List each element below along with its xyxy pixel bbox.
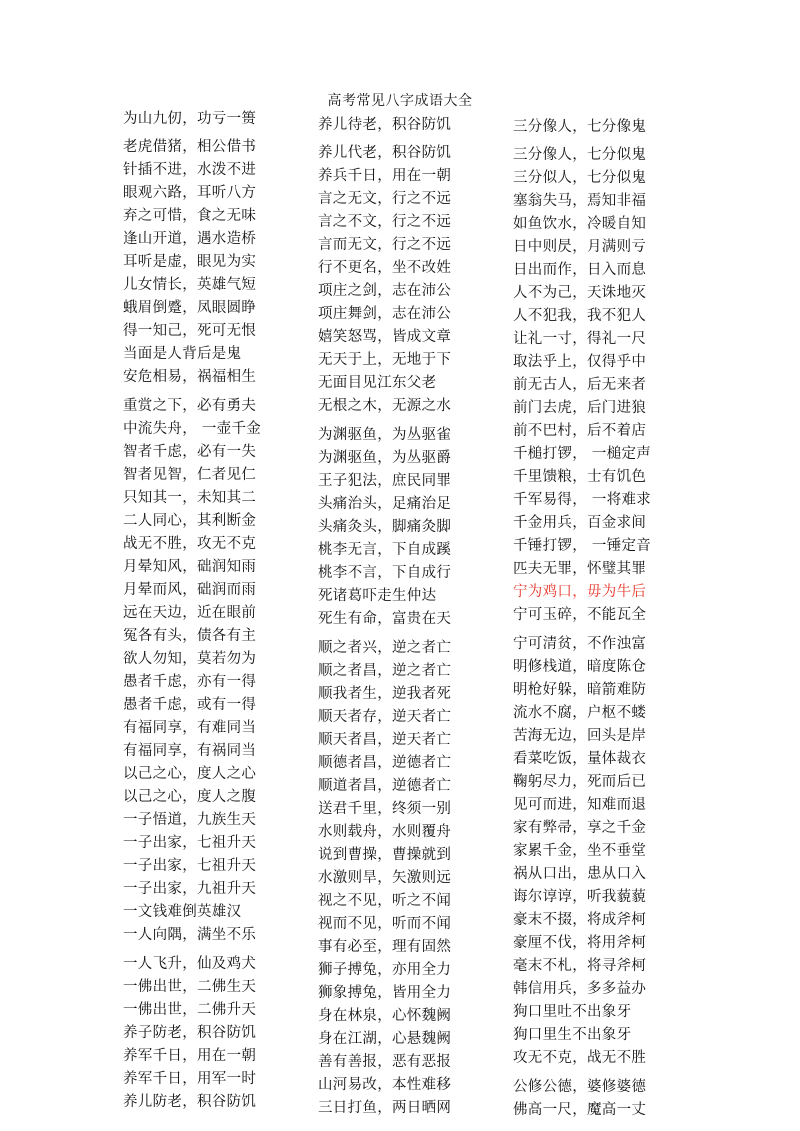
idiom-line: 送君千里，终须一别 <box>318 801 452 817</box>
idiom-line: 言之不文，行之不远 <box>318 214 452 230</box>
idiom-line: 豪厘不伐，将用斧柯 <box>513 935 647 951</box>
idiom-line: 日中则昃，月满则亏 <box>513 239 647 255</box>
idiom-line: 豪末不掇，将成斧柯 <box>513 912 647 928</box>
idiom-line: 蛾眉倒蹙，凤眼圆睁 <box>123 300 257 316</box>
idiom-line: 顺天者昌，逆天者亡 <box>318 732 452 748</box>
idiom-line: 身在林泉，心怀魏阙 <box>318 1008 452 1024</box>
idiom-line: 山河易改，本性难移 <box>318 1077 452 1093</box>
idiom-line: 为渊驱鱼，为丛驱爵 <box>318 450 452 466</box>
idiom-line: 匹夫无罪，怀璧其罪 <box>513 561 647 577</box>
idiom-line: 有福同享，有祸同当 <box>123 743 257 759</box>
idiom-line: 水则载舟，水则覆舟 <box>318 824 452 840</box>
idiom-line: 如鱼饮水，冷暖自知 <box>513 216 647 232</box>
idiom-line: 行不更名，坐不改姓 <box>318 260 452 276</box>
idiom-line: 儿女情长，英雄气短 <box>123 277 257 293</box>
idiom-line: 以己之心，度人之心 <box>123 766 257 782</box>
idiom-line: 人不为己，天诛地灭 <box>513 285 647 301</box>
idiom-line: 无根之木，无源之水 <box>318 398 452 414</box>
idiom-line: 千军易得， 一将难求 <box>513 492 652 508</box>
idiom-line: 一人向隅，满坐不乐 <box>123 927 257 943</box>
idiom-line: 顺我者生，逆我者死 <box>318 686 452 702</box>
idiom-line: 愚者千虑，或有一得 <box>123 697 257 713</box>
idiom-line: 一子悟道，九族生天 <box>123 812 257 828</box>
idiom-line: 取法乎上，仅得乎中 <box>513 354 647 370</box>
idiom-line: 以己之心，度人之腹 <box>123 789 257 805</box>
idiom-line: 智者千虑，必有一失 <box>123 444 257 460</box>
idiom-line: 重赏之下，必有勇夫 <box>123 398 257 414</box>
idiom-line: 远在天边，近在眼前 <box>123 605 257 621</box>
idiom-line: 项庄之剑，志在沛公 <box>318 283 452 299</box>
idiom-line: 耳听是虚，眼见为实 <box>123 254 257 270</box>
idiom-line: 死生有命，富贵在天 <box>318 611 452 627</box>
idiom-line: 狮象搏兔，皆用全力 <box>318 985 452 1001</box>
idiom-line: 养儿代老，积谷防饥 <box>318 145 452 161</box>
idiom-line: 祸从口出，患从口入 <box>513 866 647 882</box>
idiom-line: 见可而进，知难而退 <box>513 797 647 813</box>
idiom-line: 死诸葛吓走生仲达 <box>318 588 437 604</box>
idiom-line: 一子出家，九祖升天 <box>123 881 257 897</box>
idiom-line: 桃李无言，下自成蹊 <box>318 542 452 558</box>
idiom-line: 顺之者兴，逆之者亡 <box>318 640 452 656</box>
idiom-line: 千锤打锣， 一锤定音 <box>513 538 652 554</box>
idiom-line: 养军千日，用军一时 <box>123 1071 257 1087</box>
idiom-line: 事有必至，理有固然 <box>318 939 452 955</box>
idiom-line: 狗口里生不出象牙 <box>513 1027 632 1043</box>
idiom-line: 愚者千虑，亦有一得 <box>123 674 257 690</box>
idiom-line: 宁可清贫，不作浊富 <box>513 636 647 652</box>
idiom-line: 千里馈粮，士有饥色 <box>513 469 647 485</box>
idiom-line: 人不犯我，我不犯人 <box>513 308 647 324</box>
idiom-line: 养子防老，积谷防饥 <box>123 1025 257 1041</box>
idiom-line: 一子出家，七祖升天 <box>123 858 257 874</box>
idiom-line: 视而不见，听而不闻 <box>318 916 452 932</box>
idiom-line: 一佛出世，二佛生天 <box>123 979 257 995</box>
idiom-line: 无天于上，无地于下 <box>318 352 452 368</box>
idiom-line: 三分像人，七分像鬼 <box>513 119 647 135</box>
idiom-line: 善有善报，恶有恶报 <box>318 1054 452 1070</box>
idiom-line: 日出而作，日入而息 <box>513 262 647 278</box>
idiom-line: 宁可玉碎，不能瓦全 <box>513 607 647 623</box>
idiom-line: 养儿防老，积谷防饥 <box>123 1094 257 1110</box>
idiom-line: 顺天者存，逆天者亡 <box>318 709 452 725</box>
idiom-line: 塞翁失马，焉知非福 <box>513 193 647 209</box>
idiom-line: 欲人勿知，莫若勿为 <box>123 651 257 667</box>
idiom-line: 冤各有头，债各有主 <box>123 628 257 644</box>
idiom-line: 攻无不克，战无不胜 <box>513 1050 647 1066</box>
idiom-line: 为渊驱鱼，为丛驱雀 <box>318 427 452 443</box>
idiom-line: 一人飞升，仙及鸡犬 <box>123 956 257 972</box>
idiom-line: 逢山开道，遇水造桥 <box>123 231 257 247</box>
idiom-line: 只知其一，未知其二 <box>123 490 257 506</box>
idiom-line: 前门去虎，后门进狼 <box>513 400 647 416</box>
idiom-line: 三分像人，七分似鬼 <box>513 147 647 163</box>
idiom-line: 项庄舞剑，志在沛公 <box>318 306 452 322</box>
idiom-line: 桃李不言，下自成行 <box>318 565 452 581</box>
idiom-line: 看菜吃饭，量体裁衣 <box>513 751 647 767</box>
idiom-line: 言之无文，行之不远 <box>318 191 452 207</box>
idiom-line: 千槌打锣， 一槌定声 <box>513 446 652 462</box>
idiom-line: 安危相易，祸福相生 <box>123 369 257 385</box>
idiom-line: 家累千金，坐不垂堂 <box>513 843 647 859</box>
idiom-line: 顺德者昌，逆德者亡 <box>318 755 452 771</box>
idiom-line: 智者见智，仁者见仁 <box>123 467 257 483</box>
idiom-line: 三分似人，七分似鬼 <box>513 170 647 186</box>
idiom-line: 狗口里吐不出象牙 <box>513 1004 632 1020</box>
idiom-line: 苦海无边，回头是岸 <box>513 728 647 744</box>
idiom-line: 有福同享，有难同当 <box>123 720 257 736</box>
idiom-line: 一佛出世，二佛升天 <box>123 1002 257 1018</box>
idiom-line: 眼观六路，耳听八方 <box>123 185 257 201</box>
idiom-line: 前不巴村，后不着店 <box>513 423 647 439</box>
idiom-line: 一子出家，七祖升天 <box>123 835 257 851</box>
idiom-line: 头痛灸头，脚痛灸脚 <box>318 519 452 535</box>
idiom-line: 二人同心，其利断金 <box>123 513 257 529</box>
idiom-line: 弃之可惜，食之无味 <box>123 208 257 224</box>
idiom-line: 王子犯法，庶民同罪 <box>318 473 452 489</box>
idiom-line: 公修公德，婆修婆德 <box>513 1079 647 1095</box>
idiom-line: 水激则旱，矢激则远 <box>318 870 452 886</box>
idiom-line: 嬉笑怒骂，皆成文章 <box>318 329 452 345</box>
idiom-line: 宁为鸡口，毋为牛后 <box>513 584 647 600</box>
idiom-line: 说到曹操，曹操就到 <box>318 847 452 863</box>
idiom-line: 头痛治头，足痛治足 <box>318 496 452 512</box>
idiom-line: 顺之者昌，逆之者亡 <box>318 663 452 679</box>
idiom-line: 养军千日，用在一朝 <box>123 1048 257 1064</box>
idiom-line: 三日打鱼，两日晒网 <box>318 1100 452 1116</box>
idiom-line: 月晕而风，础润而雨 <box>123 582 257 598</box>
idiom-line: 一文钱难倒英雄汉 <box>123 904 242 920</box>
idiom-line: 鞠躬尽力，死而后已 <box>513 774 647 790</box>
idiom-line: 顺道者昌，逆德者亡 <box>318 778 452 794</box>
idiom-line: 针插不进，水泼不进 <box>123 162 257 178</box>
idiom-line: 为山九仞，功亏一篑 <box>123 111 257 127</box>
idiom-line: 无面目见江东父老 <box>318 375 437 391</box>
idiom-line: 诲尔谆谆，听我藐藐 <box>513 889 647 905</box>
idiom-line: 千金用兵，百金求间 <box>513 515 647 531</box>
idiom-line: 韩信用兵，多多益办 <box>513 981 647 997</box>
idiom-line: 当面是人背后是鬼 <box>123 346 242 362</box>
idiom-line: 月晕知风，础润知雨 <box>123 559 257 575</box>
idiom-line: 战无不胜，攻无不克 <box>123 536 257 552</box>
idiom-line: 养儿待老，积谷防饥 <box>318 117 452 133</box>
idiom-line: 明修栈道，暗度陈仓 <box>513 659 647 675</box>
idiom-line: 前无古人，后无来者 <box>513 377 647 393</box>
idiom-line: 狮子搏兔，亦用全力 <box>318 962 452 978</box>
idiom-line: 视之不见，听之不闻 <box>318 893 452 909</box>
idiom-line: 让礼一寸，得礼一尺 <box>513 331 647 347</box>
idiom-line: 毫末不札，将寻斧柯 <box>513 958 647 974</box>
idiom-line: 佛高一尺，魔高一丈 <box>513 1102 647 1118</box>
idiom-line: 身在江湖，心悬魏阙 <box>318 1031 452 1047</box>
idiom-line: 中流失舟， 一壶千金 <box>123 421 262 437</box>
idiom-line: 言而无文，行之不远 <box>318 237 452 253</box>
idiom-line: 家有弊帚，享之千金 <box>513 820 647 836</box>
idiom-line: 养兵千日，用在一朝 <box>318 168 452 184</box>
idiom-line: 老虎借猪，相公借书 <box>123 139 257 155</box>
page-title: 高考常见八字成语大全 <box>327 93 473 109</box>
idiom-line: 流水不腐，户枢不蝼 <box>513 705 647 721</box>
idiom-line: 得一知己，死可无恨 <box>123 323 257 339</box>
idiom-line: 明枪好躲，暗箭难防 <box>513 682 647 698</box>
